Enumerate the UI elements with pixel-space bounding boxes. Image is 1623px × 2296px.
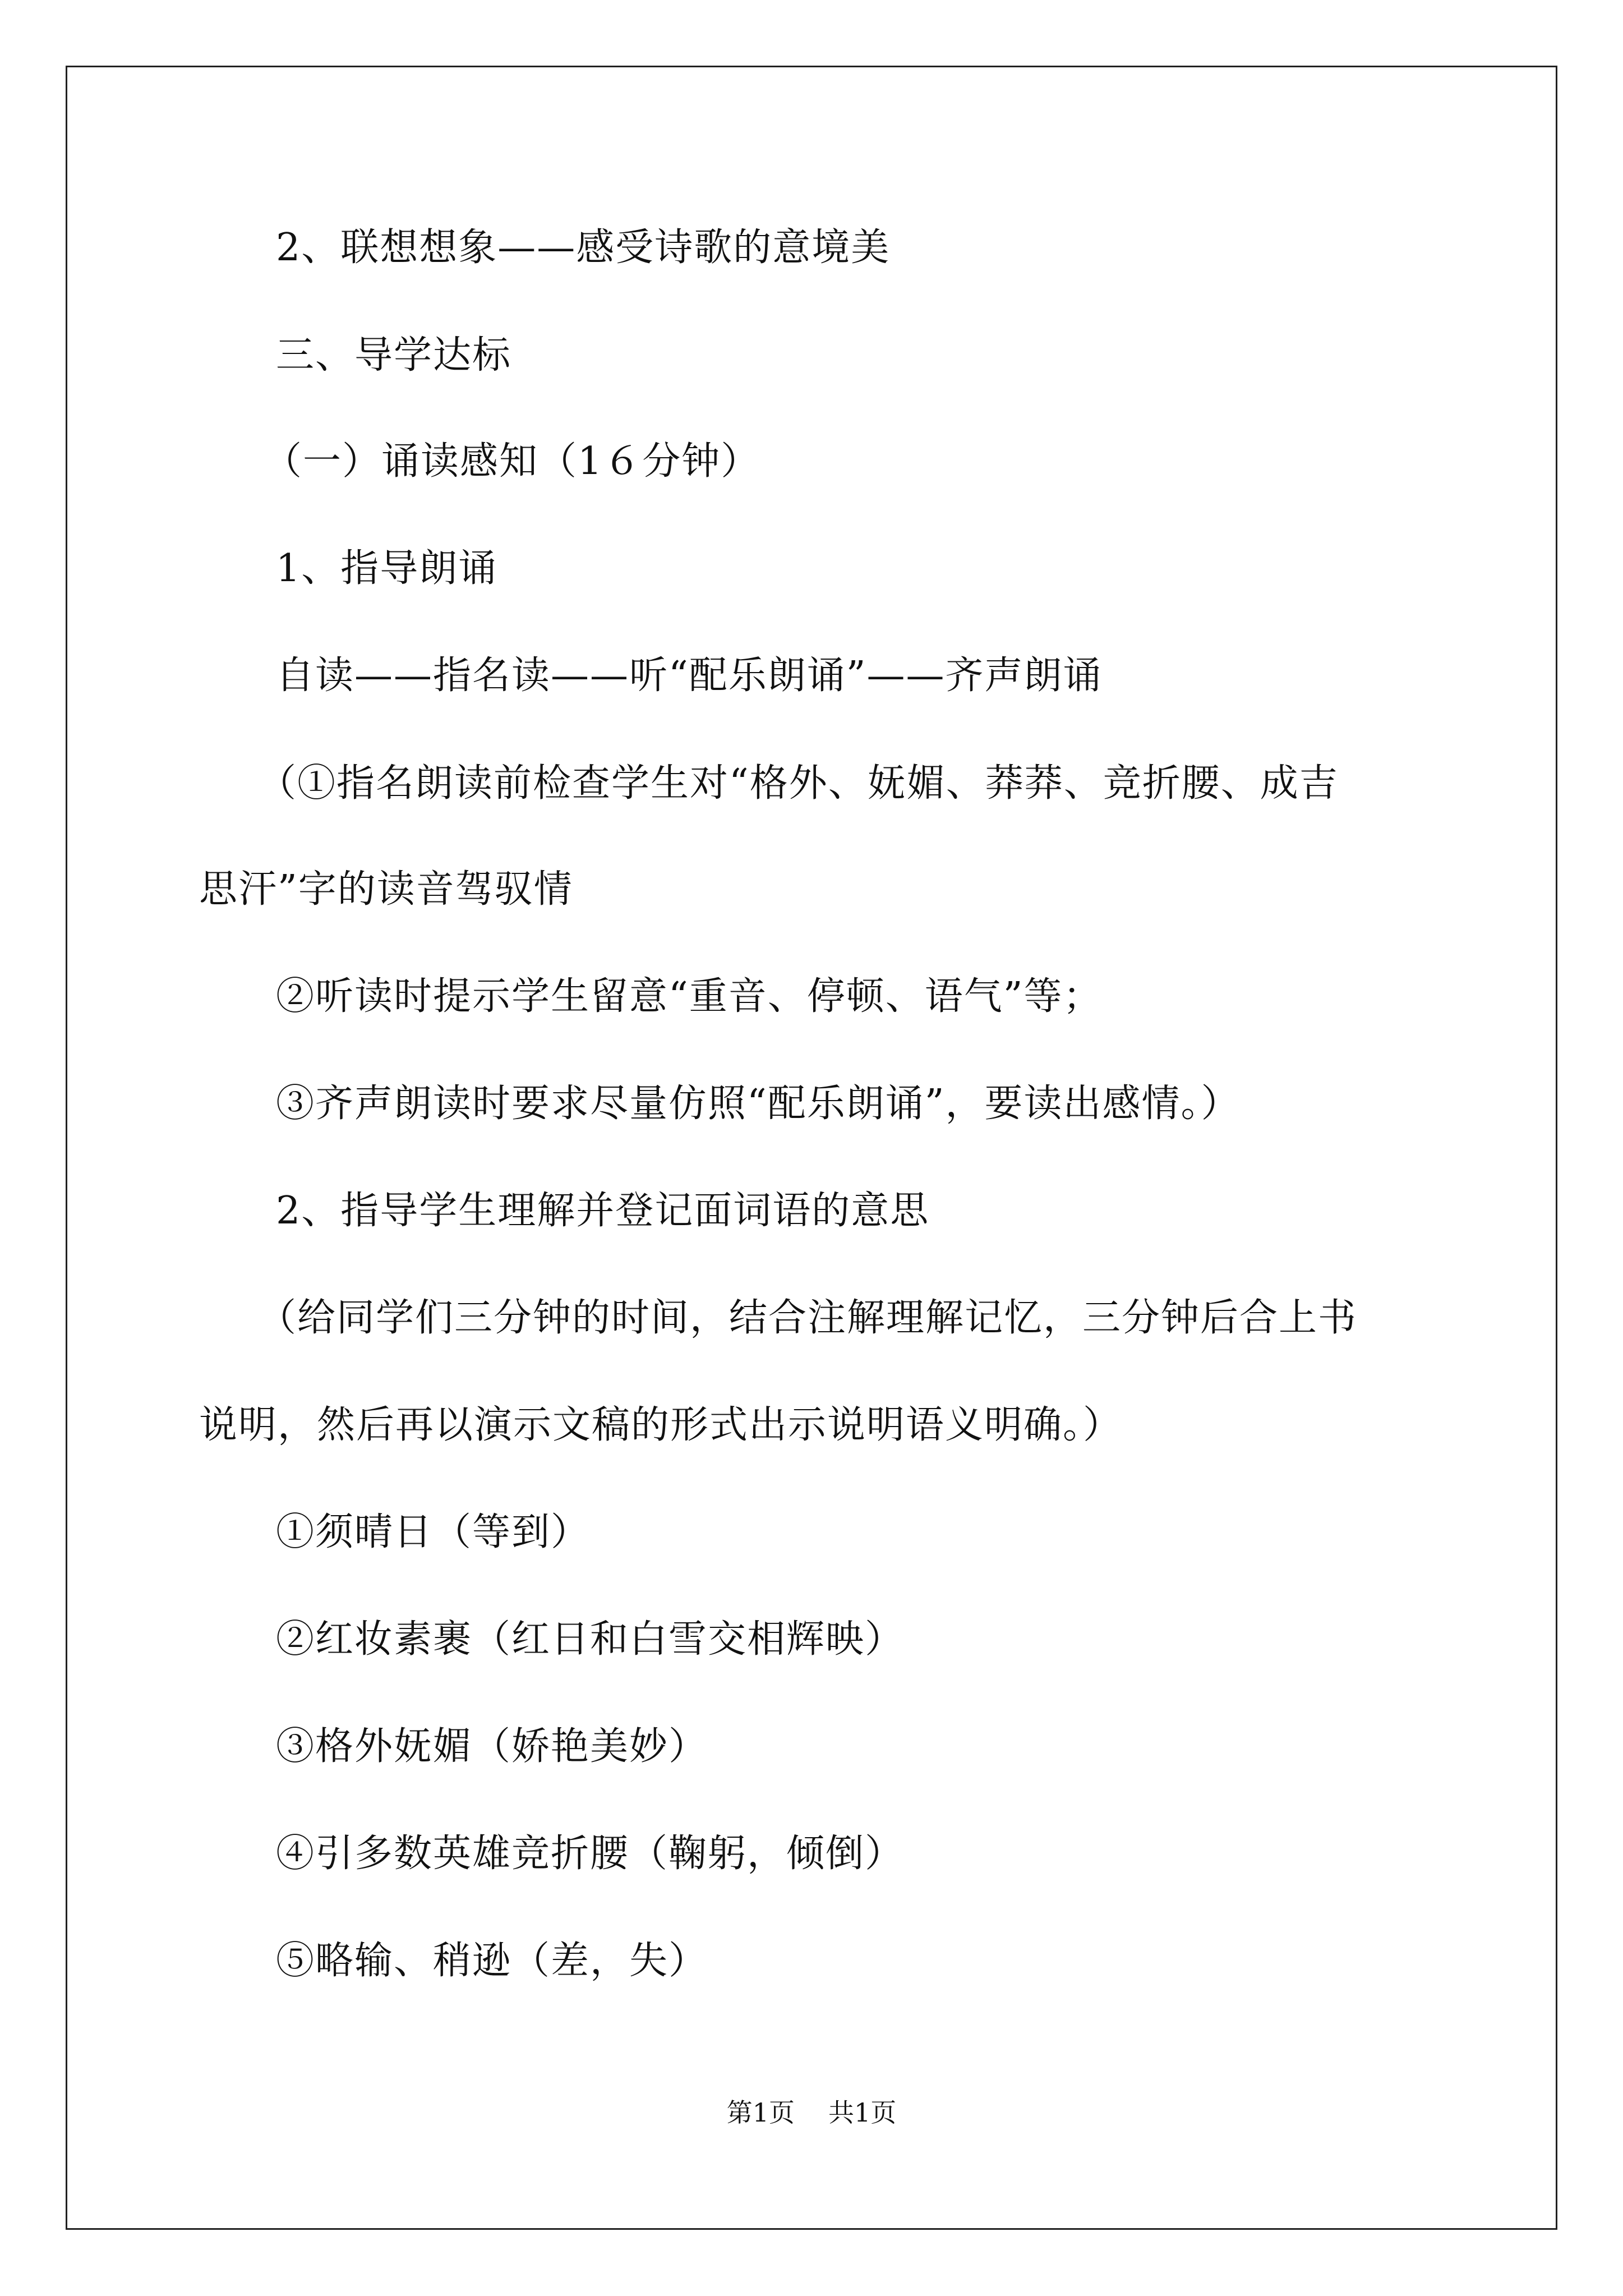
text-line: ④引多数英雄竞折腰（鞠躬，倾倒） [276,1832,905,1876]
text-line: ③格外妩媚（娇艳美妙） [276,1724,708,1769]
page-footer [0,2097,1623,2128]
text-line: ②听读时提示学生留意“重音、停顿、语气”等； [276,974,1103,1019]
text-line: ①须晴日（等到） [276,1510,591,1554]
text-line: ⑤略输、稍逊（差，失） [276,1939,708,1983]
text-line: （给同学们三分钟的时间，结合注解理解记忆，三分钟后合上书 [258,1296,1358,1340]
text-line: 说明，然后再以演示文稿的形式出示说明语义明确。） [199,1403,1123,1447]
text-line: 2、指导学生理解并登记面词语的意思 [276,1189,930,1233]
text-line: 2、联想想象——感受诗歌的意境美 [276,226,891,270]
text-line: 自读——指名读——听“配乐朗诵”——齐声朗诵 [276,654,1103,698]
text-line: ③齐声朗读时要求尽量仿照“配乐朗诵”，要读出感情。） [276,1082,1241,1126]
text-line: 1、指导朗诵 [276,546,498,591]
text-line: （①指名朗读前检查学生对“格外、妩媚、莽莽、竞折腰、成吉 [258,761,1339,806]
page-border [66,66,1557,2230]
text-line: ②红妆素裹（红日和白雪交相辉映） [276,1617,905,1662]
text-line: 思汗”字的读音驾驭情 [199,867,573,912]
page-total: 共1页 [828,2097,897,2128]
text-line: 三、导学达标 [276,333,512,378]
text-line: （一）诵读感知（1６分钟） [264,439,760,484]
page-number: 第1页 [726,2097,795,2128]
